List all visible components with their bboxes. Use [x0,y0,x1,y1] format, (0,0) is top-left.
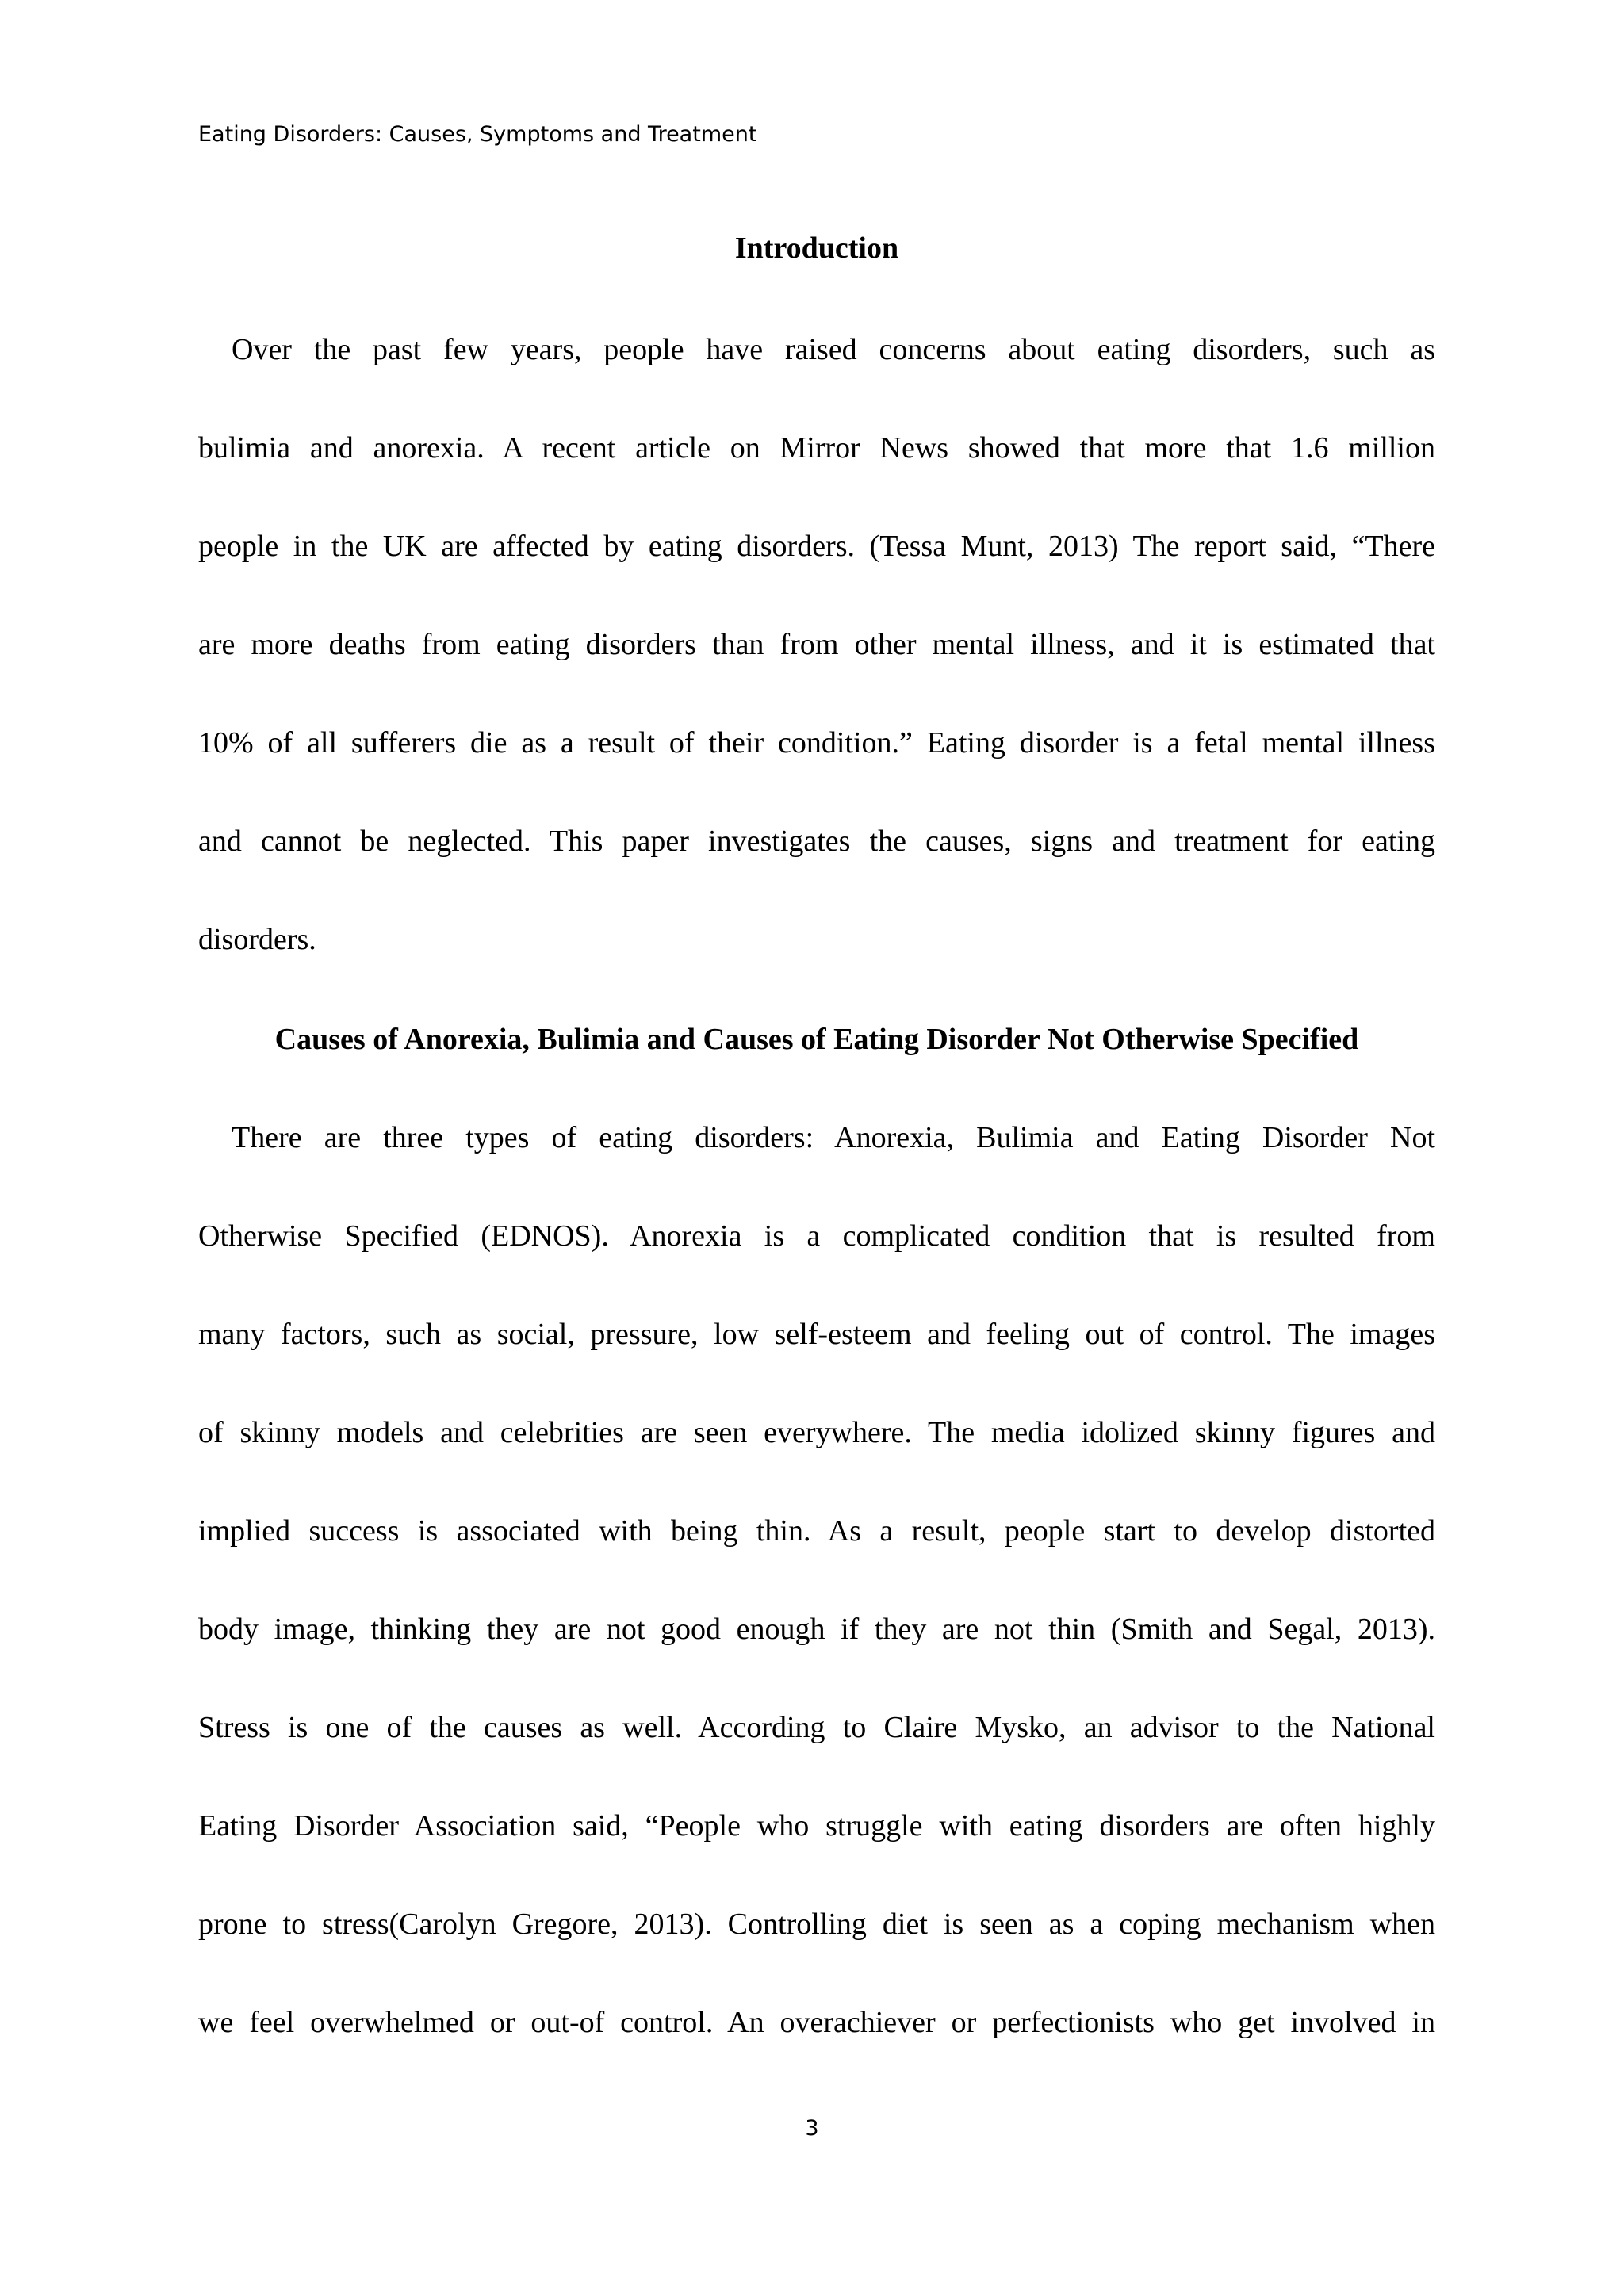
paragraph-line: of skinny models and celebrities are seen everywhere. The media idolized skinny figures and [198,1416,1435,1449]
paragraph-line: and cannot be neglected. This paper investigates the causes, signs and treatment for eating [198,825,1435,858]
section-heading-introduction: Introduction [734,232,899,265]
paragraph-line: we feel overwhelmed or out-of control. An overachiever or perfectionists who get involved in [198,2006,1435,2039]
page-number: 3 [805,2116,819,2141]
section-heading-causes: Causes of Anorexia, Bulimia and Causes of Eating Disorder Not Otherwise Specified [274,1023,1359,1056]
paragraph-line: Otherwise Specified (EDNOS). Anorexia is a complicated condition that is resulted from [198,1219,1435,1253]
paragraph-line: implied success is associated with being thin. As a result, people start to develop distorted [198,1514,1435,1548]
paragraph-line: Eating Disorder Association said, “People who struggle with eating disorders are often highly [198,1809,1435,1843]
paragraph-line: Over the past few years, people have raised concerns about eating disorders, such as [232,333,1435,366]
paragraph-line: body image, thinking they are not good enough if they are not thin (Smith and Segal, 2013). [198,1613,1435,1646]
paragraph-line: Stress is one of the causes as well. According to Claire Mysko, an advisor to the National [198,1711,1435,1744]
running-header: Eating Disorders: Causes, Symptoms and Treatment [198,122,757,147]
paragraph-line: There are three types of eating disorders: Anorexia, Bulimia and Eating Disorder Not [232,1121,1435,1154]
paragraph-line: people in the UK are affected by eating disorders. (Tessa Munt, 2013) The report said, “There [198,530,1435,563]
paragraph-line: disorders. [198,923,316,956]
paragraph-line: bulimia and anorexia. A recent article on Mirror News showed that more that 1.6 million [198,431,1435,465]
paragraph-line: prone to stress(Carolyn Gregore, 2013). Controlling diet is seen as a coping mechanism when [198,1908,1435,1941]
paragraph-line: are more deaths from eating disorders than from other mental illness, and it is estimated that [198,628,1435,661]
paragraph-line: 10% of all sufferers die as a result of their condition.” Eating disorder is a fetal mental illness [198,726,1435,760]
paragraph-line: many factors, such as social, pressure, low self-esteem and feeling out of control. The images [198,1318,1435,1351]
